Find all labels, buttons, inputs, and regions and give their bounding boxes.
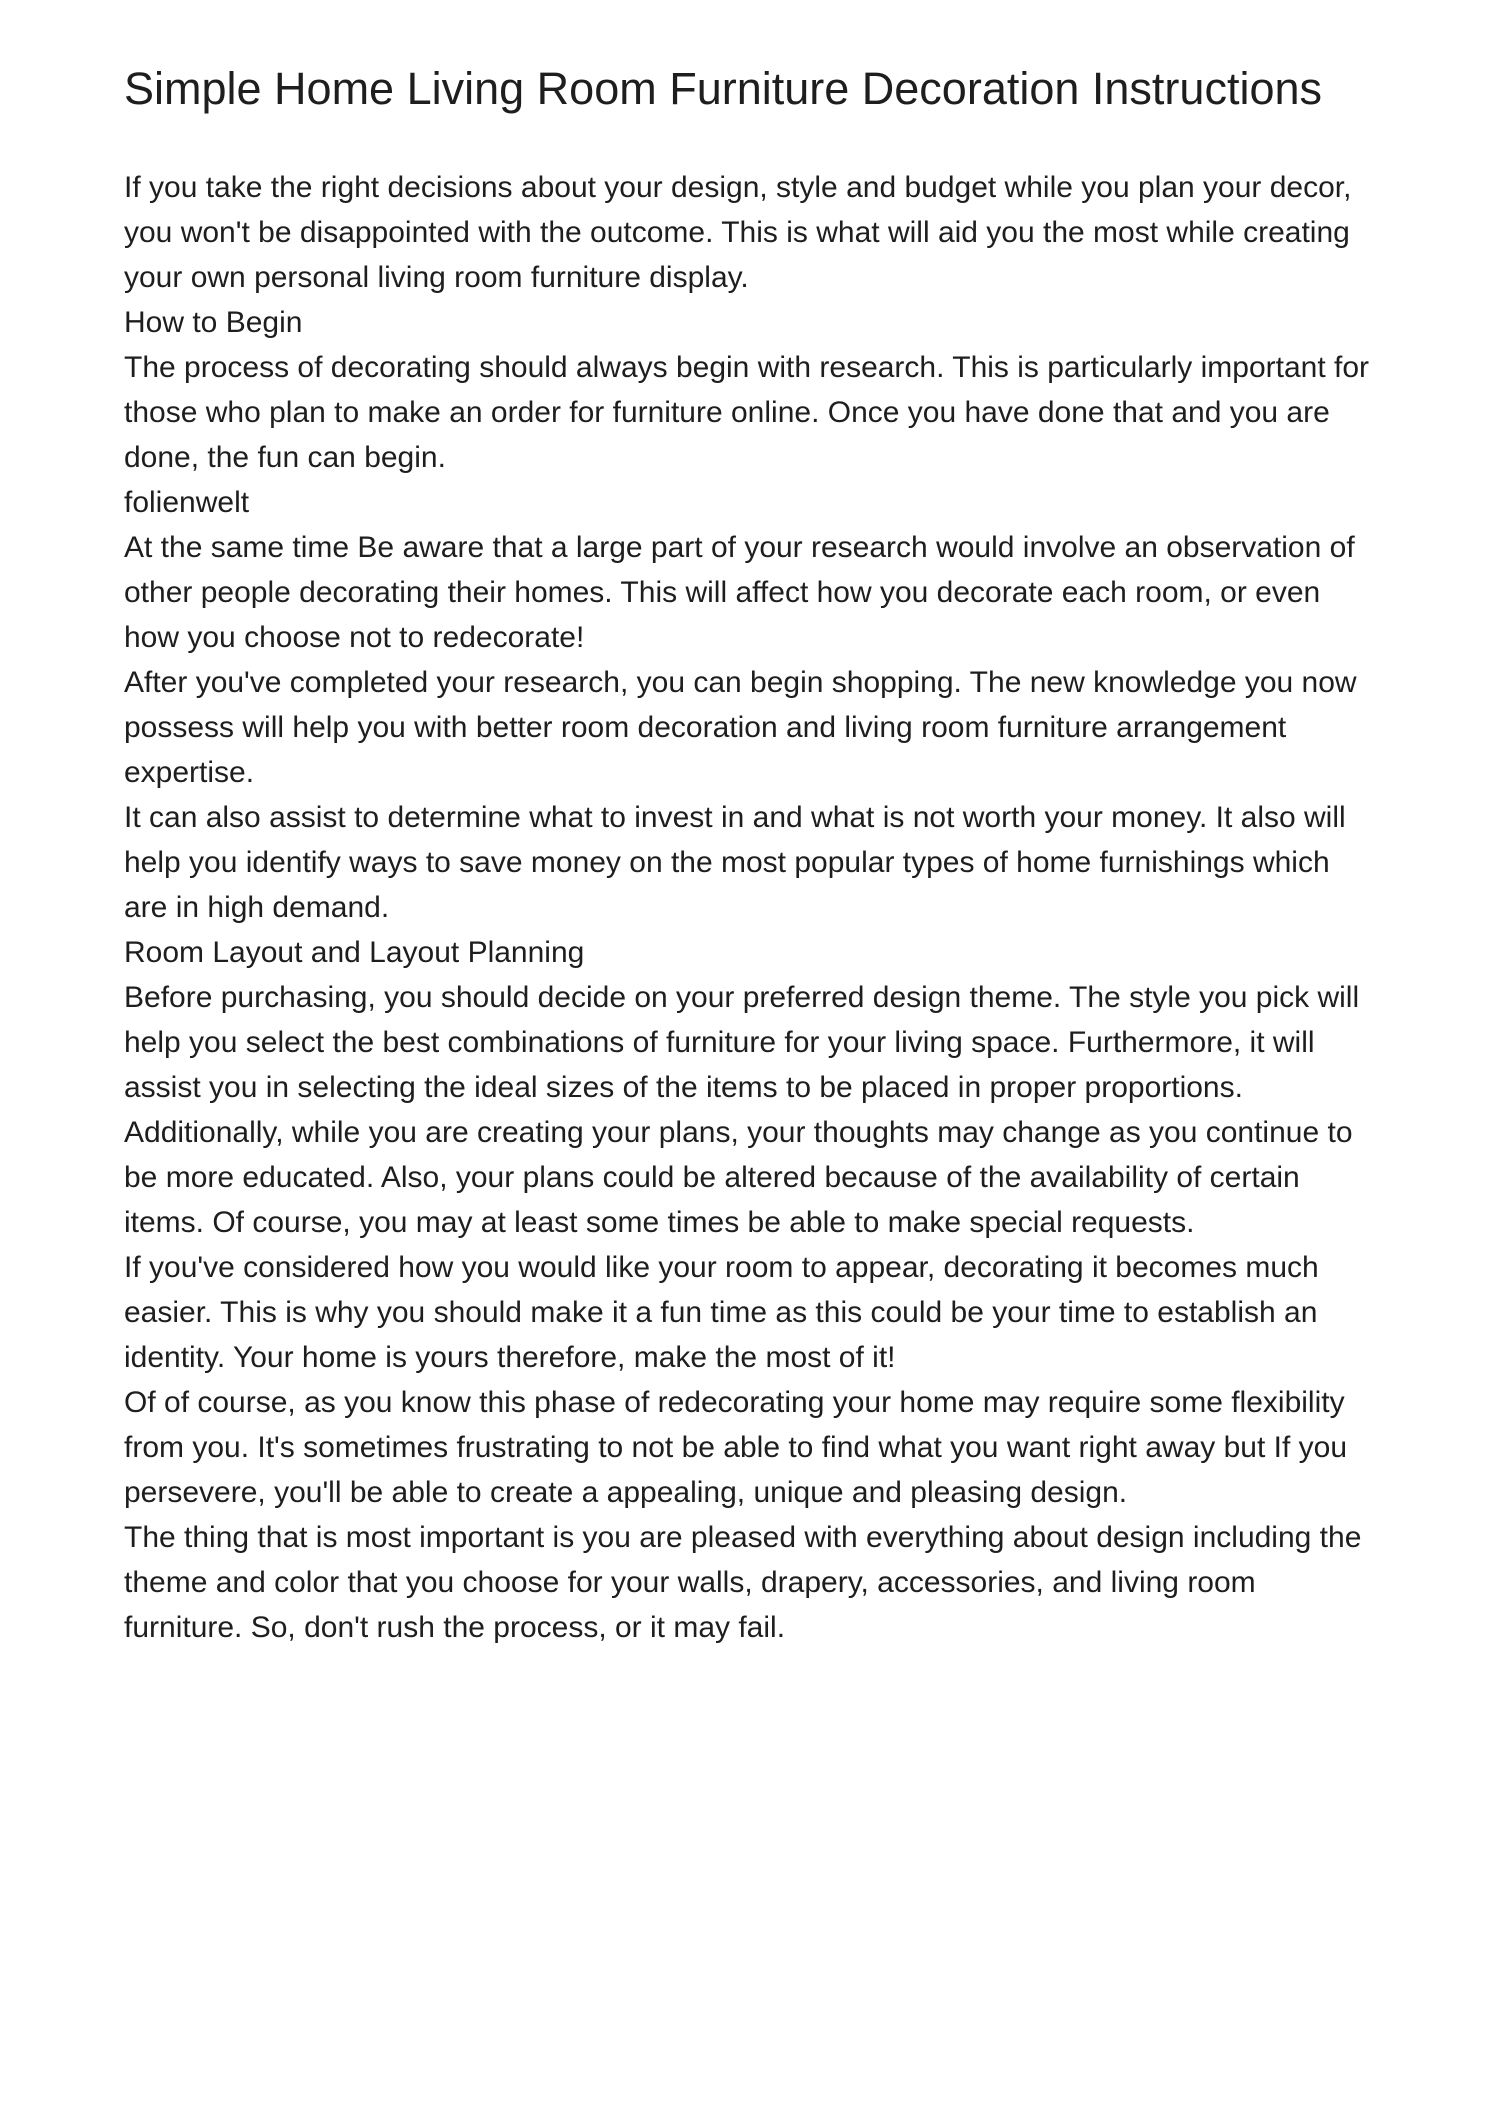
paragraph-6: After you've completed your research, you can begin shopping. The new knowledge you now possess will help you with better room decoration and living room furniture arrangement expertise.: [124, 666, 1357, 789]
paragraph-3: The process of decorating should always begin with research. This is particularly important for those who plan to make an order for furniture online. Once you have done that and you are done, the fun can begin.: [124, 351, 1370, 474]
paragraph-10: Additionally, while you are creating your plans, your thoughts may change as you continue to be more educated. Also, your plans could be altered because of the availability of certain items. Of course, you may at least some times be able to make special requests.: [124, 1116, 1353, 1239]
paragraph-4: folienwelt: [124, 486, 250, 519]
paragraph-2: How to Begin: [124, 306, 303, 339]
paragraph-13: The thing that is most important is you are pleased with everything about design including the theme and color that you choose for your walls, drapery, accessories, and living room furniture. So, don't rush the process, or it may fail.: [124, 1521, 1362, 1644]
paragraph-7: It can also assist to determine what to invest in and what is not worth your money. It also will help you identify ways to save money on the most popular types of home furnishings which are in high demand.: [124, 801, 1346, 924]
paragraph-9: Before purchasing, you should decide on your preferred design theme. The style you pick will help you select the best combinations of furniture for your living space. Furthermore, it will assist you in selecting the ideal sizes of the items to be placed in proper proportions.: [124, 981, 1360, 1104]
page-title: Simple Home Living Room Furniture Decoration Instructions: [124, 63, 1322, 114]
paragraph-11: If you've considered how you would like your room to appear, decorating it becomes much easier. This is why you should make it a fun time as this could be your time to establish an identity. Your home is yours therefore, make the most of it!: [124, 1251, 1319, 1374]
paragraph-12: Of of course, as you know this phase of redecorating your home may require some flexibility from you. It's sometimes frustrating to not be able to find what you want right away but If you persevere, you'll be able to create a appealing, unique and pleasing design.: [124, 1386, 1347, 1509]
article-body: [124, 165, 1376, 1650]
paragraph-5: At the same time Be aware that a large part of your research would involve an observation of other people decorating their homes. This will affect how you decorate each room, or even how you choose not to redecorate!: [124, 531, 1355, 654]
paragraph-8: Room Layout and Layout Planning: [124, 936, 585, 969]
paragraph-1: If you take the right decisions about your design, style and budget while you plan your decor, you won't be disappointed with the outcome. This is what will aid you the most while creating your own personal living room furniture display.: [124, 171, 1352, 294]
